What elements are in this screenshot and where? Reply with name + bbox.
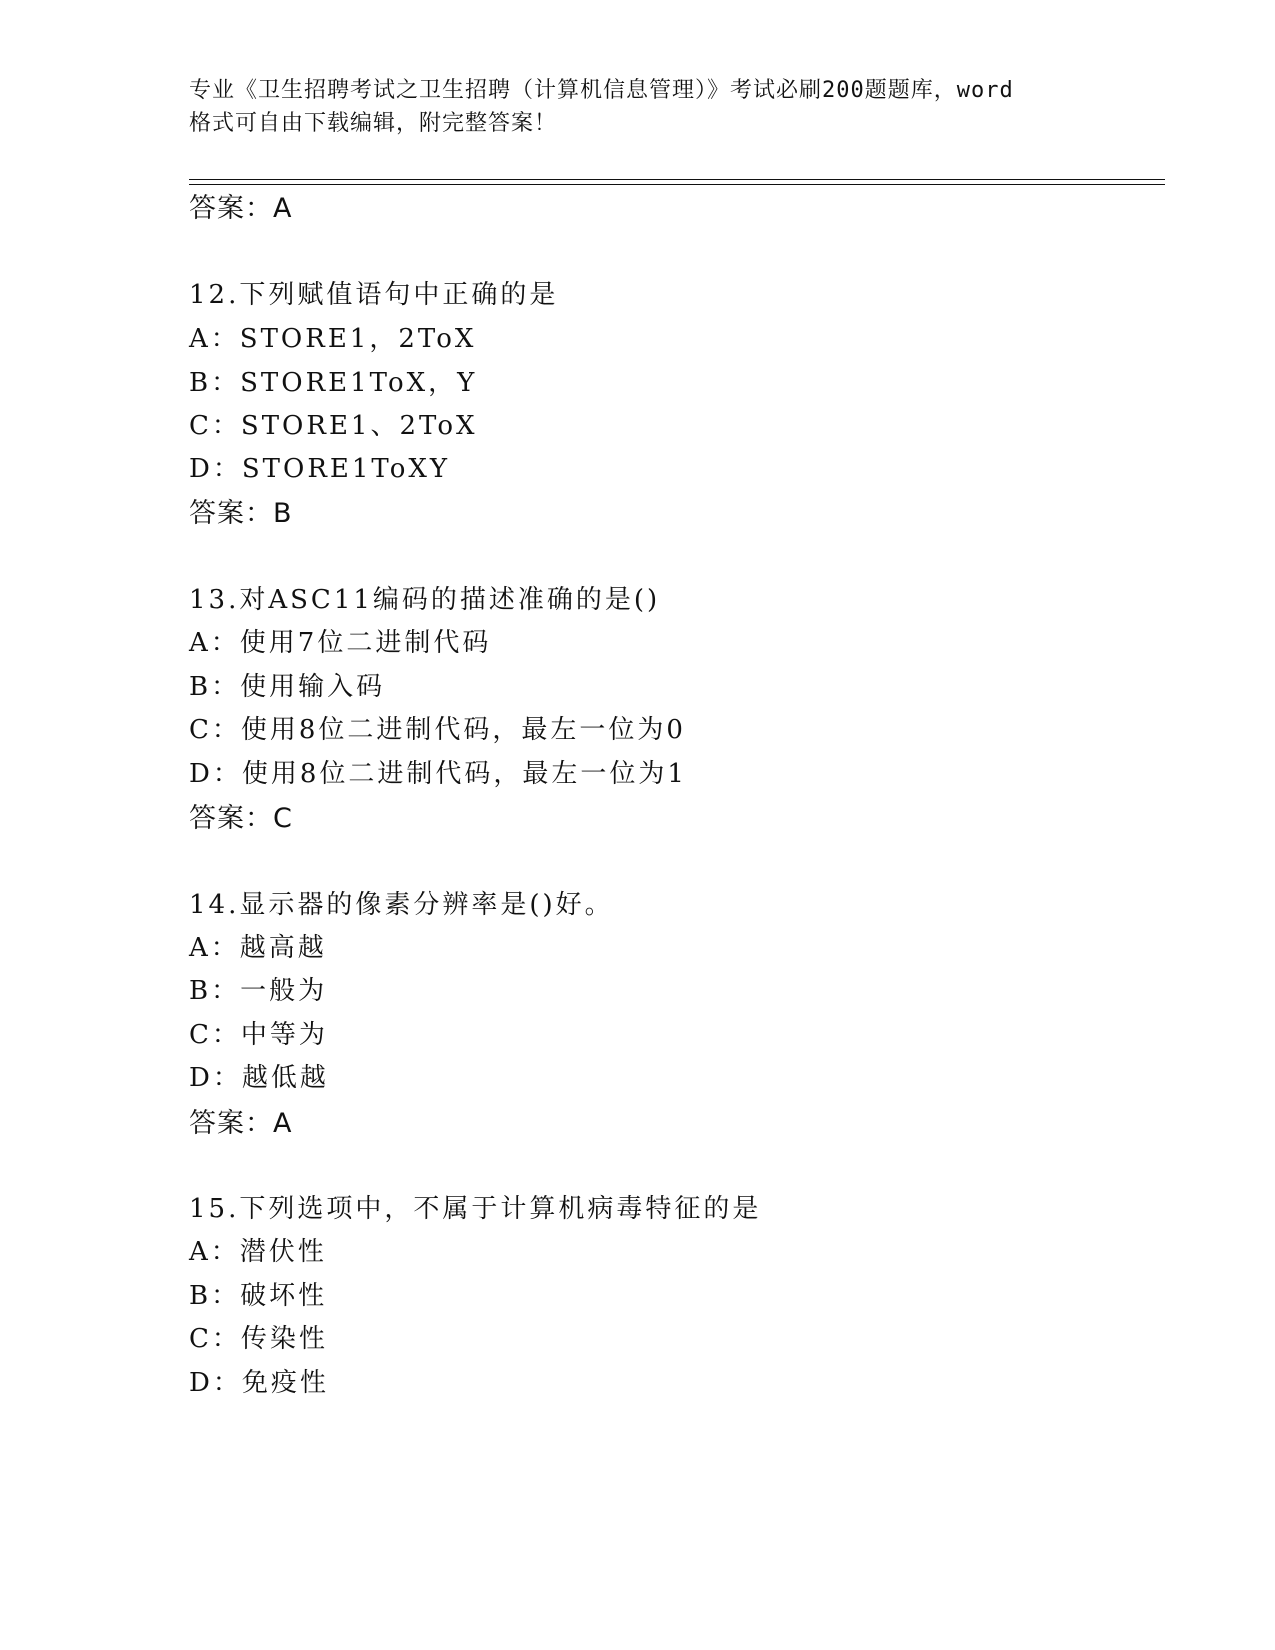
option-d: D：使用8位二进制代码，最左一位为1 (189, 759, 687, 789)
option-c: C：中等为 (189, 1020, 328, 1050)
answer-line: 答案：C (189, 803, 293, 834)
question-stem: 13.对ASC11编码的描述准确的是() (189, 585, 661, 615)
question-stem: 12.下列赋值语句中正确的是 (189, 280, 559, 310)
option-b: B：破坏性 (189, 1281, 328, 1311)
option-c: C：传染性 (189, 1324, 328, 1354)
header-line-2: 格式可自由下载编辑，附完整答案！ (189, 111, 558, 136)
option-b: B：一般为 (189, 976, 328, 1006)
option-d: D：免疫性 (189, 1368, 329, 1398)
answer-line: 答案：A (189, 1108, 293, 1139)
option-c: C：使用8位二进制代码，最左一位为0 (189, 715, 686, 745)
answer-line: 答案：A (189, 193, 293, 224)
option-d: D：越低越 (189, 1063, 329, 1093)
header-divider-bottom (189, 184, 1165, 185)
question-stem: 14.显示器的像素分辨率是()好。 (189, 890, 614, 920)
question-stem: 15.下列选项中，不属于计算机病毒特征的是 (189, 1194, 762, 1224)
document-header (189, 74, 1089, 140)
header-divider-top (189, 179, 1165, 180)
header-line-1: 专业《卫生招聘考试之卫生招聘（计算机信息管理）》考试必刷200题题库，word (189, 78, 1014, 103)
option-a: A：潜伏性 (189, 1237, 327, 1267)
option-a: A：越高越 (189, 933, 327, 963)
option-a: A：STORE1，2ToX (189, 324, 477, 354)
answer-line: 答案：B (189, 498, 293, 529)
option-d: D：STORE1ToXY (189, 454, 451, 484)
option-c: C：STORE1、2ToX (189, 411, 478, 441)
option-b: B：使用输入码 (189, 672, 386, 702)
option-a: A：使用7位二进制代码 (189, 628, 492, 658)
option-b: B：STORE1ToX，Y (189, 368, 478, 398)
